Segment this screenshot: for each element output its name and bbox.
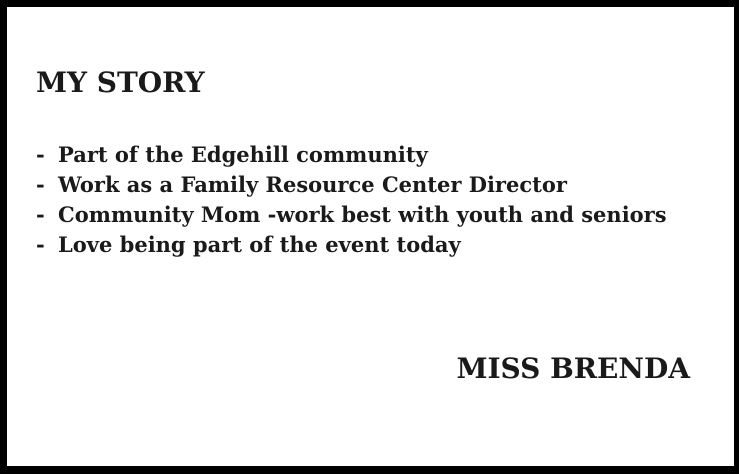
list-item-text: Love being part of the event today <box>58 232 461 257</box>
list-item <box>36 140 667 170</box>
bullet-dash: - <box>36 142 45 167</box>
bullet-dash: - <box>36 202 45 227</box>
list-item <box>36 200 667 230</box>
list-item-text: Community Mom -work best with youth and seniors <box>58 202 667 227</box>
bullet-dash: - <box>36 232 45 257</box>
story-list <box>36 140 667 260</box>
list-item <box>36 230 667 260</box>
list-item-text: Work as a Family Resource Center Director <box>58 172 567 197</box>
card-title: MY STORY <box>36 66 205 99</box>
signature-name: MISS BRENDA <box>456 352 690 385</box>
story-card <box>7 7 734 466</box>
list-item-text: Part of the Edgehill community <box>58 142 428 167</box>
list-item <box>36 170 667 200</box>
bullet-dash: - <box>36 172 45 197</box>
